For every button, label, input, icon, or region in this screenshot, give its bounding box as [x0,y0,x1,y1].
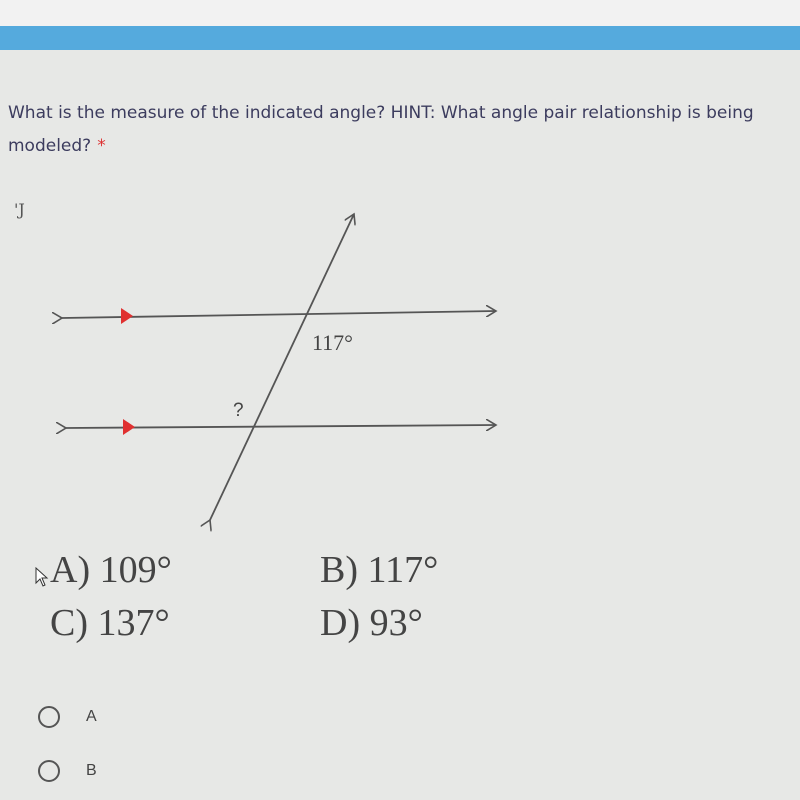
radio-label: B [86,762,97,779]
radio-option-a[interactable] [38,702,97,732]
radio-circle-icon[interactable] [38,706,60,728]
question-text: What is the measure of the indicated angle? HINT: What angle pair relationship is being modeled? [8,103,754,156]
required-asterisk: * [97,136,106,156]
radio-circle-icon[interactable] [38,760,60,782]
given-angle-label: 117° [312,330,353,355]
mouse-cursor-icon [35,567,49,587]
choice-c: C) 137° [50,602,170,644]
stray-mark: 'J [14,200,25,219]
radio-option-b[interactable] [38,756,97,786]
unknown-angle-label: ? [233,400,244,421]
radio-label: A [86,708,97,725]
choice-b: B) 117° [320,549,439,591]
choice-a: A) 109° [50,549,172,591]
choice-d: D) 93° [320,602,423,644]
